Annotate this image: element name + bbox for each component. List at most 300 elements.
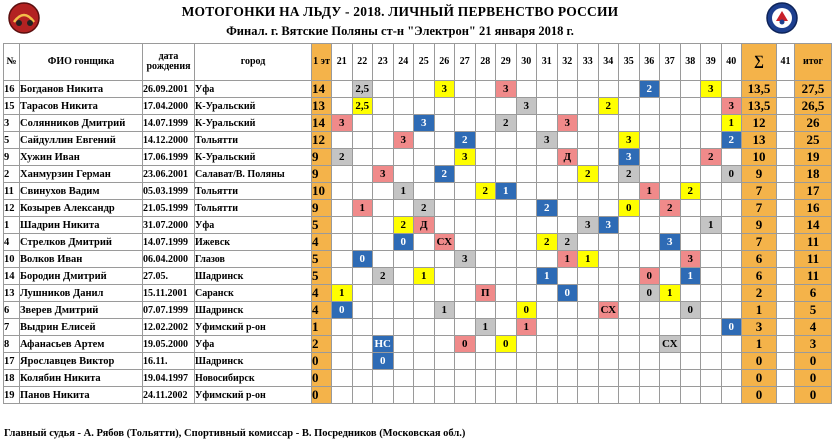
- rider-number: 5: [4, 132, 20, 149]
- heat-41-cell: [777, 336, 795, 353]
- heat-cell: [455, 370, 476, 387]
- table-row: [4, 319, 832, 336]
- heat-cell: [578, 336, 599, 353]
- heat-cell: [475, 132, 496, 149]
- heat-cell: [434, 387, 455, 404]
- heat-cell: [578, 183, 599, 200]
- heat-cell: [414, 132, 435, 149]
- heat-cell: [578, 302, 599, 319]
- heat-cell: [578, 268, 599, 285]
- rider-number: 12: [4, 200, 20, 217]
- rider-name: Хужин Иван: [20, 149, 143, 166]
- heat-cell: [475, 336, 496, 353]
- heat-41-cell: [777, 234, 795, 251]
- rider-name: Богданов Никита: [20, 81, 143, 98]
- heat-cell: [660, 353, 681, 370]
- heat-cell: [619, 268, 640, 285]
- total-points: 18: [795, 166, 832, 183]
- heat-cell: [475, 268, 496, 285]
- heat-41-cell: [777, 183, 795, 200]
- total-points: 17: [795, 183, 832, 200]
- heat-cell: [598, 370, 619, 387]
- col-header-heat-34: 34: [598, 44, 619, 81]
- heat-cell: 3: [455, 149, 476, 166]
- heat-cell: [537, 302, 558, 319]
- heat-cell: [619, 251, 640, 268]
- heat-cell: [721, 234, 742, 251]
- heat-cell: [660, 183, 681, 200]
- heat-cell: 2: [332, 149, 353, 166]
- final-sum: 10: [742, 149, 777, 166]
- heat-cell: [434, 268, 455, 285]
- stage1-points: 14: [312, 115, 332, 132]
- heat-cell: [352, 353, 373, 370]
- heat-cell: 0: [373, 353, 394, 370]
- heat-cell: 2: [455, 132, 476, 149]
- rider-birth-date: 24.11.2002: [143, 387, 195, 404]
- rider-birth-date: 14.07.1999: [143, 234, 195, 251]
- rider-number: 2: [4, 166, 20, 183]
- heat-cell: [721, 370, 742, 387]
- heat-cell: [578, 234, 599, 251]
- heat-cell: [598, 268, 619, 285]
- heat-cell: 2: [373, 268, 394, 285]
- table-row: [4, 336, 832, 353]
- heat-cell: [414, 353, 435, 370]
- col-header-heat-21: 21: [332, 44, 353, 81]
- heat-cell: 2: [680, 183, 701, 200]
- rider-name: Панов Никита: [20, 387, 143, 404]
- heat-cell: [701, 183, 722, 200]
- heat-cell: [578, 149, 599, 166]
- heat-cell: [373, 387, 394, 404]
- heat-cell: [516, 115, 537, 132]
- rider-city: Шадринск: [195, 268, 312, 285]
- heat-cell: [557, 98, 578, 115]
- col-header-heat-35: 35: [619, 44, 640, 81]
- rider-number: 13: [4, 285, 20, 302]
- heat-cell: [598, 353, 619, 370]
- heat-cell: [639, 200, 660, 217]
- rider-name: Козырев Александр: [20, 200, 143, 217]
- rider-city: Уфимский р-он: [195, 319, 312, 336]
- rider-name: Волков Иван: [20, 251, 143, 268]
- heat-41-cell: [777, 268, 795, 285]
- heat-cell: [619, 217, 640, 234]
- heat-cell: 3: [619, 132, 640, 149]
- heat-cell: [414, 370, 435, 387]
- final-sum: 6: [742, 251, 777, 268]
- heat-cell: [537, 81, 558, 98]
- heat-cell: [332, 217, 353, 234]
- heat-cell: [619, 336, 640, 353]
- heat-cell: 3: [516, 98, 537, 115]
- stage1-points: 0: [312, 387, 332, 404]
- heat-cell: [619, 285, 640, 302]
- final-sum: 7: [742, 200, 777, 217]
- heat-cell: 3: [578, 217, 599, 234]
- heat-cell: 0: [496, 336, 517, 353]
- rider-number: 9: [4, 149, 20, 166]
- table-row: [4, 285, 832, 302]
- heat-cell: 3: [373, 166, 394, 183]
- heat-cell: 1: [578, 251, 599, 268]
- heat-cell: [598, 251, 619, 268]
- heat-cell: [373, 302, 394, 319]
- heat-cell: [598, 387, 619, 404]
- heat-cell: [619, 302, 640, 319]
- heat-cell: 3: [721, 98, 742, 115]
- rider-number: 19: [4, 387, 20, 404]
- heat-cell: [721, 251, 742, 268]
- total-points: 3: [795, 336, 832, 353]
- table-row: [4, 183, 832, 200]
- heat-cell: [414, 98, 435, 115]
- heat-cell: 3: [496, 81, 517, 98]
- heat-cell: [352, 234, 373, 251]
- rider-birth-date: 17.06.1999: [143, 149, 195, 166]
- heat-cell: [537, 251, 558, 268]
- table-row: [4, 234, 832, 251]
- heat-cell: [578, 285, 599, 302]
- heat-cell: [680, 353, 701, 370]
- heat-cell: [393, 166, 414, 183]
- total-points: 0: [795, 370, 832, 387]
- heat-cell: [680, 200, 701, 217]
- col-header-heat-31: 31: [537, 44, 558, 81]
- heat-cell: [455, 268, 476, 285]
- heat-cell: [557, 370, 578, 387]
- heat-cell: [393, 336, 414, 353]
- rider-city: Шадринск: [195, 353, 312, 370]
- heat-cell: [455, 302, 476, 319]
- rider-number: 14: [4, 268, 20, 285]
- total-points: 16: [795, 200, 832, 217]
- table-row: [4, 132, 832, 149]
- stage1-points: 9: [312, 149, 332, 166]
- heat-cell: [557, 132, 578, 149]
- rider-city: Глазов: [195, 251, 312, 268]
- heat-cell: [721, 336, 742, 353]
- final-sum: 9: [742, 166, 777, 183]
- heat-cell: [680, 81, 701, 98]
- heat-cell: [332, 370, 353, 387]
- heat-cell: [537, 98, 558, 115]
- heat-cell: [516, 234, 537, 251]
- rider-name: Тарасов Никита: [20, 98, 143, 115]
- heat-cell: 2: [537, 234, 558, 251]
- table-row: [4, 268, 832, 285]
- heat-cell: [537, 166, 558, 183]
- heat-cell: [578, 200, 599, 217]
- table-row: [4, 251, 832, 268]
- stage1-points: 1: [312, 319, 332, 336]
- heat-cell: 1: [660, 285, 681, 302]
- heat-cell: 0: [680, 302, 701, 319]
- heat-cell: 1: [557, 251, 578, 268]
- heat-cell: 1: [414, 268, 435, 285]
- col-header-heat-24: 24: [393, 44, 414, 81]
- rider-city: Тольятти: [195, 132, 312, 149]
- final-sum: 3: [742, 319, 777, 336]
- heat-cell: 3: [537, 132, 558, 149]
- heat-cell: [475, 234, 496, 251]
- col-header-heat-32: 32: [557, 44, 578, 81]
- total-points: 5: [795, 302, 832, 319]
- heat-cell: [660, 217, 681, 234]
- heat-cell: 2,5: [352, 98, 373, 115]
- heat-cell: [598, 81, 619, 98]
- heat-cell: 2: [393, 217, 414, 234]
- rider-city: Новосибирск: [195, 370, 312, 387]
- heat-41-cell: [777, 166, 795, 183]
- rider-city: К-Уральский: [195, 115, 312, 132]
- heat-41-cell: [777, 353, 795, 370]
- heat-cell: [455, 387, 476, 404]
- heat-cell: [598, 234, 619, 251]
- heat-cell: [639, 251, 660, 268]
- heat-cell: [496, 387, 517, 404]
- heat-cell: [352, 336, 373, 353]
- table-row: [4, 302, 832, 319]
- heat-cell: [475, 217, 496, 234]
- heat-cell: [352, 387, 373, 404]
- heat-cell: [332, 166, 353, 183]
- col-header-num: №: [4, 44, 20, 81]
- rider-number: 15: [4, 98, 20, 115]
- heat-cell: [352, 183, 373, 200]
- heat-cell: [352, 319, 373, 336]
- heat-cell: [701, 353, 722, 370]
- rider-city: Салават/В. Поляны: [195, 166, 312, 183]
- stage1-points: 0: [312, 353, 332, 370]
- rider-birth-date: 14.12.2000: [143, 132, 195, 149]
- heat-cell: [434, 285, 455, 302]
- heat-cell: 0: [721, 319, 742, 336]
- final-sum: 13,5: [742, 81, 777, 98]
- heat-cell: [373, 234, 394, 251]
- heat-cell: 3: [434, 81, 455, 98]
- heat-cell: [332, 132, 353, 149]
- heat-cell: [455, 183, 476, 200]
- heat-cell: [352, 217, 373, 234]
- heat-cell: [414, 81, 435, 98]
- heat-cell: [639, 319, 660, 336]
- heat-cell: [557, 353, 578, 370]
- heat-cell: 1: [434, 302, 455, 319]
- heat-cell: [639, 115, 660, 132]
- heat-cell: [496, 285, 517, 302]
- heat-cell: [537, 217, 558, 234]
- heat-cell: [475, 200, 496, 217]
- heat-cell: 0: [721, 166, 742, 183]
- heat-41-cell: [777, 98, 795, 115]
- heat-41-cell: [777, 319, 795, 336]
- heat-cell: 2: [537, 200, 558, 217]
- rider-city: Тольятти: [195, 183, 312, 200]
- heat-cell: [414, 234, 435, 251]
- heat-cell: [721, 217, 742, 234]
- final-sum: 7: [742, 183, 777, 200]
- heat-cell: [660, 115, 681, 132]
- heat-cell: [721, 302, 742, 319]
- table-row: [4, 353, 832, 370]
- heat-cell: [332, 336, 353, 353]
- heat-cell: [496, 268, 517, 285]
- heat-cell: [537, 285, 558, 302]
- heat-cell: 2: [619, 166, 640, 183]
- heat-cell: [557, 200, 578, 217]
- heat-cell: [598, 166, 619, 183]
- heat-cell: [680, 115, 701, 132]
- heat-cell: [434, 336, 455, 353]
- heat-cell: [721, 353, 742, 370]
- heat-cell: [516, 149, 537, 166]
- col-header-total: итог: [795, 44, 832, 81]
- col-header-heat-36: 36: [639, 44, 660, 81]
- heat-cell: [373, 132, 394, 149]
- heat-cell: [557, 387, 578, 404]
- heat-cell: [373, 251, 394, 268]
- heat-cell: [455, 98, 476, 115]
- heat-cell: [332, 268, 353, 285]
- heat-cell: [332, 319, 353, 336]
- heat-cell: [516, 166, 537, 183]
- rider-city: К-Уральский: [195, 149, 312, 166]
- heat-cell: [496, 149, 517, 166]
- heat-cell: [434, 200, 455, 217]
- col-header-41: 41: [777, 44, 795, 81]
- heat-cell: [701, 115, 722, 132]
- heat-cell: [414, 319, 435, 336]
- heat-cell: [455, 319, 476, 336]
- heat-cell: [516, 81, 537, 98]
- table-row: [4, 200, 832, 217]
- heat-cell: 3: [455, 251, 476, 268]
- heat-cell: [660, 166, 681, 183]
- total-points: 11: [795, 268, 832, 285]
- rider-number: 11: [4, 183, 20, 200]
- heat-cell: [496, 200, 517, 217]
- heat-cell: 0: [393, 234, 414, 251]
- heat-41-cell: [777, 217, 795, 234]
- final-sum: 13,5: [742, 98, 777, 115]
- rider-birth-date: 21.05.1999: [143, 200, 195, 217]
- col-header-heat-37: 37: [660, 44, 681, 81]
- heat-cell: [496, 217, 517, 234]
- col-header-heat-23: 23: [373, 44, 394, 81]
- results-table: [3, 43, 832, 404]
- heat-cell: [332, 81, 353, 98]
- rider-name: Бородин Дмитрий: [20, 268, 143, 285]
- heat-cell: [578, 98, 599, 115]
- heat-cell: [639, 234, 660, 251]
- heat-cell: [455, 353, 476, 370]
- heat-cell: [373, 81, 394, 98]
- heat-cell: [578, 353, 599, 370]
- heat-cell: [434, 115, 455, 132]
- heat-cell: [496, 251, 517, 268]
- heat-cell: [393, 200, 414, 217]
- heat-cell: [496, 166, 517, 183]
- col-header-heat-33: 33: [578, 44, 599, 81]
- heat-cell: 2: [598, 98, 619, 115]
- heat-cell: [680, 132, 701, 149]
- heat-cell: [475, 166, 496, 183]
- heat-cell: [516, 217, 537, 234]
- heat-cell: [475, 251, 496, 268]
- heat-cell: [516, 268, 537, 285]
- heat-cell: [701, 268, 722, 285]
- heat-cell: СХ: [598, 302, 619, 319]
- heat-cell: [660, 251, 681, 268]
- heat-cell: [414, 149, 435, 166]
- heat-cell: [352, 149, 373, 166]
- heat-cell: [475, 387, 496, 404]
- heat-cell: [373, 149, 394, 166]
- footer-judges: Главный судья - А. Рябов (Тольятти), Спортивный комиссар - В. Посредников (Московская обл.): [4, 428, 466, 439]
- heat-cell: [393, 149, 414, 166]
- heat-cell: [393, 285, 414, 302]
- rider-name: Стрелков Дмитрий: [20, 234, 143, 251]
- rider-name: Солянников Дмитрий: [20, 115, 143, 132]
- heat-cell: [660, 387, 681, 404]
- heat-cell: 0: [332, 302, 353, 319]
- rider-name: Колябин Никита: [20, 370, 143, 387]
- heat-cell: [557, 336, 578, 353]
- final-sum: 2: [742, 285, 777, 302]
- heat-41-cell: [777, 302, 795, 319]
- rider-birth-date: 12.02.2002: [143, 319, 195, 336]
- final-sum: 13: [742, 132, 777, 149]
- total-points: 19: [795, 149, 832, 166]
- heat-cell: 2: [660, 200, 681, 217]
- page-title: МОТОГОНКИ НА ЛЬДУ - 2018. ЛИЧНЫЙ ПЕРВЕНСТВО РОССИИ: [181, 4, 619, 19]
- heat-cell: 3: [557, 115, 578, 132]
- rider-name: Афанасьев Артем: [20, 336, 143, 353]
- rider-name: Ханмурзин Герман: [20, 166, 143, 183]
- heat-cell: 1: [393, 183, 414, 200]
- rider-city: Уфа: [195, 336, 312, 353]
- heat-cell: 3: [660, 234, 681, 251]
- heat-cell: [455, 200, 476, 217]
- heat-cell: [352, 268, 373, 285]
- rider-number: 3: [4, 115, 20, 132]
- heat-cell: [660, 132, 681, 149]
- heat-cell: [332, 98, 353, 115]
- heat-cell: [332, 251, 353, 268]
- heat-cell: [578, 115, 599, 132]
- heat-cell: [537, 353, 558, 370]
- heat-cell: [475, 81, 496, 98]
- heat-cell: [352, 115, 373, 132]
- heat-cell: [537, 115, 558, 132]
- heat-cell: [598, 149, 619, 166]
- rider-number: 6: [4, 302, 20, 319]
- heat-cell: [557, 302, 578, 319]
- heat-cell: [393, 319, 414, 336]
- heat-cell: [578, 319, 599, 336]
- heat-cell: [701, 132, 722, 149]
- heat-cell: [393, 98, 414, 115]
- heat-cell: [475, 370, 496, 387]
- rider-city: Ижевск: [195, 234, 312, 251]
- heat-41-cell: [777, 251, 795, 268]
- heat-cell: [516, 353, 537, 370]
- heat-cell: [393, 251, 414, 268]
- final-sum: 12: [742, 115, 777, 132]
- rider-birth-date: 05.03.1999: [143, 183, 195, 200]
